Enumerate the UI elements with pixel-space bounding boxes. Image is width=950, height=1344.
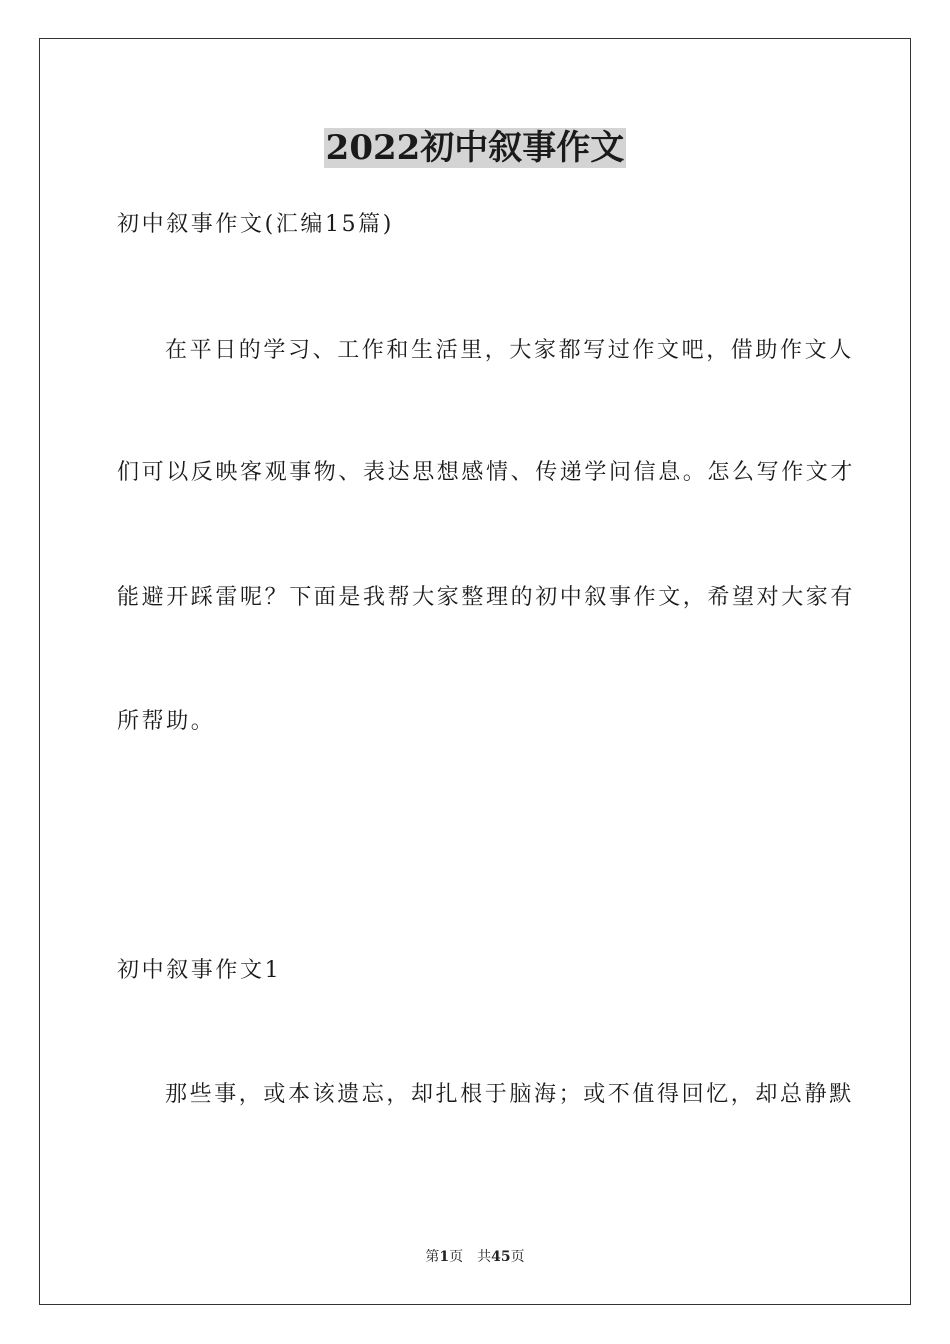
footer-page-mid: 页 共 xyxy=(449,1249,492,1265)
section-line-1: 那些事，或本该遗忘，却扎根于脑海；或不值得回忆，却总静默 xyxy=(165,1082,854,1107)
intro-line-1: 在平日的学习、工作和生活里，大家都写过作文吧，借助作文人 xyxy=(165,338,854,363)
intro-line-4: 所帮助。 xyxy=(117,709,216,734)
footer-page-suffix: 页 xyxy=(510,1249,525,1265)
page-footer xyxy=(0,1248,950,1266)
intro-line-3: 能避开踩雷呢？下面是我帮大家整理的初中叙事作文，希望对大家有 xyxy=(117,585,856,610)
section-heading: 初中叙事作文1 xyxy=(117,958,282,983)
intro-line-2: 们可以反映客观事物、表达思想感情、传递学问信息。怎么写作文才 xyxy=(117,460,856,485)
document-title xyxy=(0,126,950,170)
document-title-text: 2022初中叙事作文 xyxy=(325,128,625,168)
footer-current-page: 1 xyxy=(439,1249,450,1265)
footer-page-prefix: 第 xyxy=(425,1249,440,1265)
document-subtitle: 初中叙事作文(汇编15篇) xyxy=(117,212,394,237)
footer-total-pages: 45 xyxy=(491,1249,511,1265)
